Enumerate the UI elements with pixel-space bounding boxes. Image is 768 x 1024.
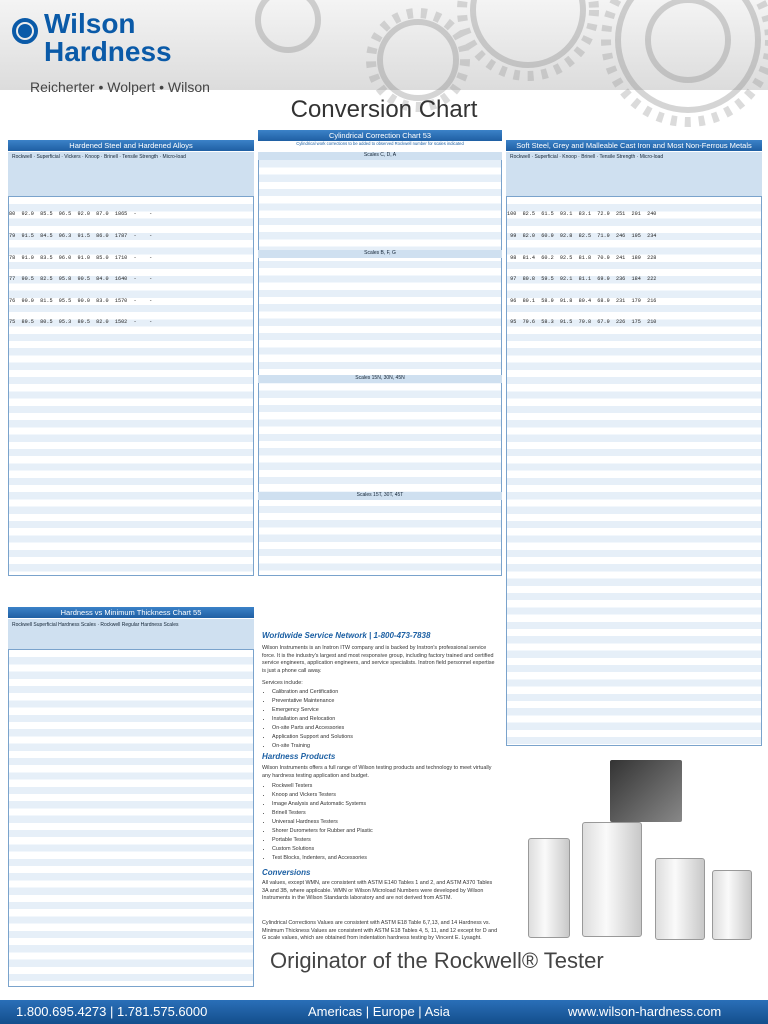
thickness-header-labels: Rockwell Superficial Hardness Scales · Rockwell Regular Hardness Scales [12,622,179,628]
steel-header-superficial: Superficial [36,154,60,160]
table-row: 100 82.5 61.5 93.1 83.1 72.9 251 201 240 [507,211,657,218]
list-item: • Portable Testers [272,836,508,845]
list-item: • Brinell Testers [272,809,508,818]
steel-table-title: Hardened Steel and Hardened Alloys [8,140,254,151]
table-row: 79 91.5 84.5 96.3 91.5 86.0 1787 - - [9,233,153,240]
footer-regions: Americas | Europe | Asia [308,1004,450,1019]
table-row: 99 82.0 60.9 92.8 82.5 71.9 246 195 234 [507,233,657,240]
conversions-heading: Conversions [262,868,311,877]
microscope-image [610,760,682,822]
steel-header-brinell: Brinell [103,154,118,160]
table-row: 95 79.6 58.3 91.5 79.8 67.9 226 175 210 [507,319,657,326]
steel-header-microload: Micro-load [162,154,186,160]
correction-section-bfg: Scales B, F, G [258,250,502,258]
list-item: • Application Support and Solutions [272,733,508,742]
soft-header-brinell: Brinell [581,154,596,160]
table-row: 96 80.1 58.9 91.8 80.4 68.9 231 179 216 [507,297,657,304]
table-row: 78 91.0 83.5 96.0 91.0 85.0 1710 - - [9,254,153,261]
soft-table-title: Soft Steel, Grey and Malleable Cast Iron and Most Non-Ferrous Metals [506,140,762,151]
steel-header-tensile: Tensile Strength [122,154,159,160]
logo-icon-center [18,24,32,38]
thickness-header-superficial: Rockwell Superficial Hardness Scales [12,622,96,628]
products-list [262,782,508,863]
steel-table-body [8,196,254,576]
steel-header-labels: Rockwell · Superficial · Vickers · Knoop · Brinell · Tensile Strength · Micro-load [12,154,186,160]
soft-header-labels: Rockwell · Superficial · Knoop · Brinell · Tensile Strength · Micro-load [510,154,664,160]
gears-image [168,0,768,150]
footer-phones: 1.800.695.4273 | 1.781.575.6000 [16,1004,208,1019]
soft-header-superficial: Superficial [534,154,558,160]
sub-brands: Reicherter • Wolpert • Wilson [30,79,210,95]
soft-header-knoop: Knoop [562,154,577,160]
list-item: • Installation and Relocation [272,715,508,724]
table-row: 77 90.5 82.5 95.8 90.5 84.0 1640 - - [9,276,153,283]
thickness-table-title: Hardness vs Minimum Thickness Chart 55 [8,607,254,618]
products-paragraph: Wilson Instruments offers a full range of Wilson testing products and technology to meet virtually any hardness testing application and budget. [262,765,492,779]
conversions-paragraph-2: Cylindrical Corrections Values are consistent with ASTM E18 Table 6,7,13, and 14 Hardness vs. Minimum Thickness Values are consistent with ASTM E18 Tables 4, 5, 11, and 12 except for D and G scale values, which are obtained from indentation hardness testing by Vincent E. Lysaght. [262,920,498,942]
soft-header-tensile: Tensile Strength [599,154,636,160]
steel-header-knoop: Knoop [85,154,100,160]
footer-bar [0,1000,768,1024]
correction-table-body [258,152,502,576]
steel-header-vickers: Vickers [64,154,81,160]
list-item: • On-site Parts and Accessories [272,724,508,733]
list-item: • Preventative Maintenance [272,697,508,706]
soft-header-microload: Micro-load [639,154,664,160]
table-row: 80 92.0 85.5 96.5 92.0 87.0 1865 - - [9,211,153,218]
soft-header-rockwell: Rockwell [510,154,531,160]
network-heading: Worldwide Service Network | 1-800-473-7838 [262,631,431,640]
list-item: • On-site Training [272,742,508,751]
table-row: 97 80.8 59.5 92.1 81.1 69.9 236 184 222 [507,276,657,283]
tester-machine-image [712,870,752,940]
soft-table-body [506,196,762,746]
logo-wordmark-line1: Wilson [44,8,136,39]
products-heading: Hardness Products [262,752,336,761]
steel-table-header [8,152,254,196]
tester-machine-image [655,858,705,940]
table-row: 98 81.4 60.2 92.5 81.8 70.9 241 189 228 [507,254,657,261]
logo-wordmark-line2: Hardness [44,36,172,67]
list-item: • Emergency Service [272,706,508,715]
list-item: • Knoop and Vickers Testers [272,791,508,800]
list-item: • Universal Hardness Testers [272,818,508,827]
list-item: • Shorer Durometers for Rubber and Plastic [272,827,508,836]
table-row: 76 90.0 81.5 95.5 90.0 83.0 1570 - - [9,297,153,304]
footer-website[interactable]: www.wilson-hardness.com [568,1004,722,1019]
tester-machine-image [582,822,642,937]
conversions-paragraph: All values, except WMN, are consistent with ASTM E140 Tables 1 and 2, and ASTM A370 Tables 3A and 3B, where applicable. WMN or Wilson Microload Numbers were developed by Wilson Instruments in the Wilson Standards laboratory and are not derived from ASTM. [262,880,493,902]
table-row: 75 89.5 80.5 95.3 89.5 82.0 1502 - - [9,319,153,326]
correction-table-subtitle: Cylindrical work corrections to be added to observed Rockwell number for scales indicated [296,141,464,146]
list-item: • Rockwell Testers [272,782,508,791]
list-item: • Custom Solutions [272,845,508,854]
network-paragraph: Wilson Instruments is an Instron ITW company and is backed by Instron's professional service force. It is the industry's largest and most responsive group, including factory trained and certified service engineers, application engineers, and service specialists. Instron field personnel expertise is just a phone call away. [262,645,495,674]
tester-machine-image [528,838,570,938]
tagline: Originator of the Rockwell® Tester [270,948,604,973]
soft-table-header [506,152,762,196]
thickness-table-header [8,619,254,649]
correction-section-cda: Scales C, D, A [258,152,502,160]
list-item: • Calibration and Certification [272,688,508,697]
thickness-table-body [8,649,254,987]
list-item: • Test Blocks, Indenters, and Accessories [272,854,508,863]
correction-section-t: Scales 15T, 30T, 45T [258,492,502,500]
services-list [262,688,508,751]
correction-section-n: Scales 15N, 30N, 45N [258,375,502,383]
page-title: Conversion Chart [290,96,478,123]
steel-header-rockwell: Rockwell [12,154,33,160]
services-label: Services include: [262,680,303,686]
thickness-header-regular: Rockwell Regular Hardness Scales [100,622,179,628]
correction-table-title: Cylindrical Correction Chart 53 [258,130,502,141]
list-item: • Image Analysis and Automatic Systems [272,800,508,809]
